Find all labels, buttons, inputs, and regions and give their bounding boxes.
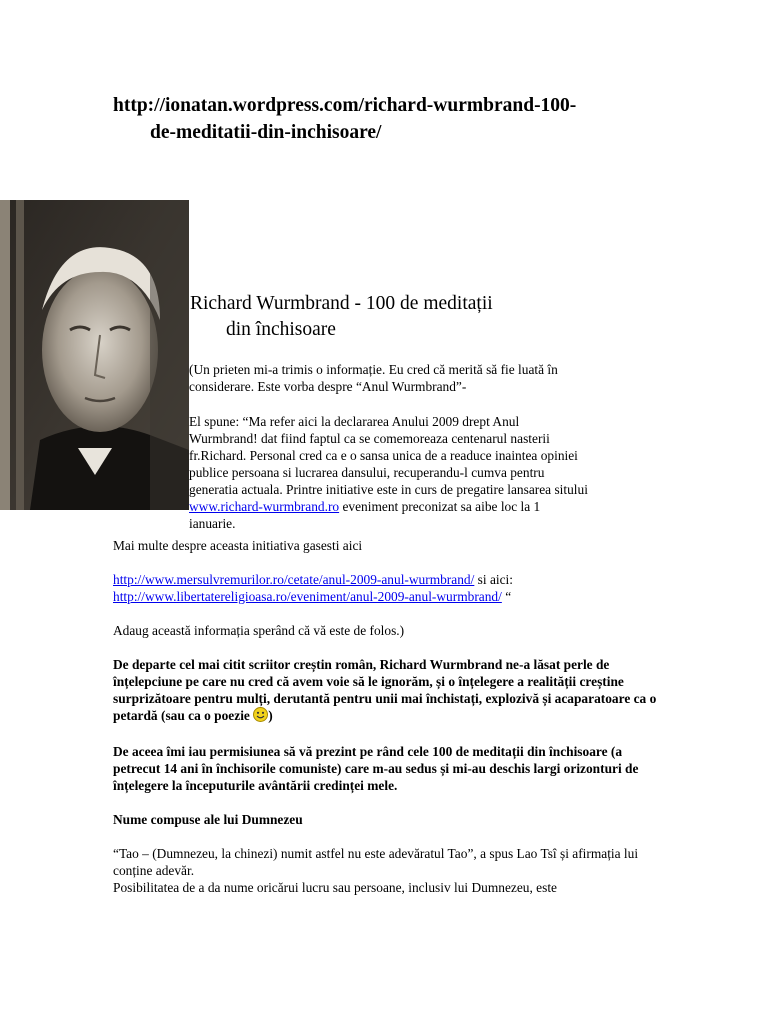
quote-tail: eveniment preconizat sa aibe loc la 1 ianuarie.	[189, 499, 541, 531]
bold1-text: De departe cel mai citit scriitor creștin român, Richard Wurmbrand ne-a lăsat perle de înțelepciune pe care nu cred că avem voie să le ignorăm, și o înțelegere a realității creștine surprizătoare pentru mulți, derutantă pentru unii mai închistați, explozivă și acaparatoare ca o petardă (sau ca o poezie	[113, 657, 657, 723]
link2-tail: “	[501, 589, 512, 604]
link1-tail: si aici:	[474, 572, 514, 587]
article-title-line-2: din închisoare	[226, 319, 336, 340]
article-body	[113, 537, 658, 896]
tao-paragraph: “Tao – (Dumnezeu, la chinezi) numit astfel nu este adevăratul Tao”, a spus Lao Tsî și afirmația lui conține adevăr.	[113, 846, 639, 878]
url-line-1: http://ionatan.wordpress.com/richard-wurmbrand-100-	[113, 95, 577, 116]
intro-paragraph: (Un prieten mi-a trimis o informație. Eu cred că merită să fie luată în considerare. Este vorba despre “Anul Wurmbrand”-	[189, 362, 558, 394]
mersulvremurilor-link[interactable]: http://www.mersulvremurilor.ro/cetate/anul-2009-anul-wurmbrand/	[113, 572, 475, 587]
quote-text: El spune: “Ma refer aici la declararea Anului 2009 drept Anul Wurmbrand! dat fiind faptul ca se comemoreaza centenarul nasterii fr.Richard. Personal cred ca e o sansa unica de a readuce inaintea opiniei publice persoana si lucrarea dansului, recuperandu-l cumva pentru generatia actuala. Printre initiative este in curs de pregatire lansarea sitului	[189, 414, 588, 497]
bold-paragraph-1	[113, 656, 658, 726]
article-title-line-1: Richard Wurmbrand - 100 de meditații	[190, 293, 493, 314]
libertatereligioasa-link[interactable]: http://www.libertatereligioasa.ro/eveniment/anul-2009-anul-wurmbrand/	[113, 589, 502, 604]
url-line-2: de-meditatii-din-inchisoare/	[150, 122, 382, 143]
article-heading	[190, 291, 710, 343]
more-paragraph: Mai multe despre aceasta initiativa gasesti aici	[113, 538, 363, 553]
portrait-photo	[0, 200, 189, 510]
bold-paragraph-2: De aceea îmi iau permisiunea să vă prezint pe rând cele 100 de meditații din închisoare (a petrecut 14 ani în închisorile comuniste) care m-au sedus și mi-au deschis largi orizonturi de înțelegere la începuturile avântării credinței mele.	[113, 744, 639, 793]
section-title: Nume compuse ale lui Dumnezeu	[113, 812, 303, 827]
url-title	[113, 92, 673, 146]
links-paragraph	[113, 571, 658, 605]
richard-wurmbrand-site-link[interactable]: www.richard-wurmbrand.ro	[189, 499, 340, 514]
last-paragraph: Posibilitatea de a da nume oricărui lucru sau persoane, inclusiv lui Dumnezeu, este	[113, 880, 557, 895]
smiley-icon	[253, 707, 268, 726]
add-paragraph: Adaug această informația sperând că vă este de folos.)	[113, 623, 405, 638]
portrait-illustration	[0, 200, 189, 510]
bold1-tail: )	[268, 708, 273, 723]
quote-paragraph	[189, 413, 589, 532]
